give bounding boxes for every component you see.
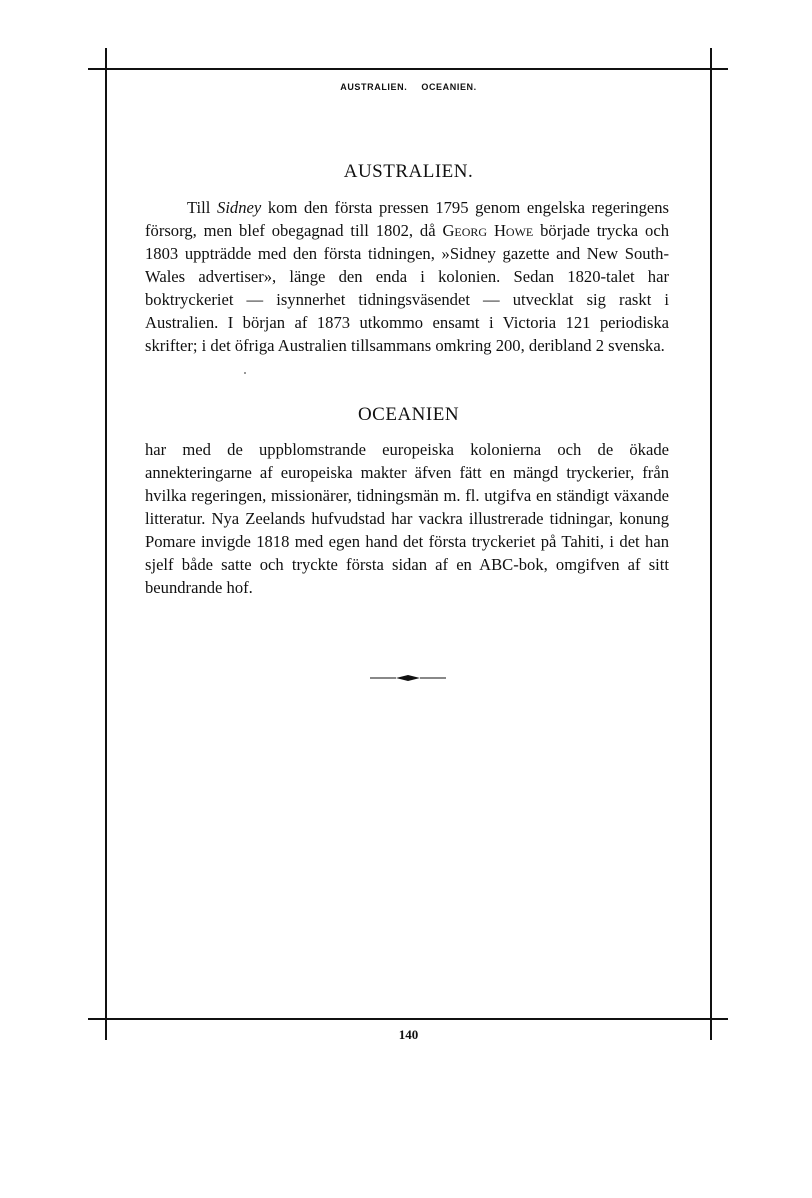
running-head-left: AUSTRALIEN.	[340, 82, 408, 92]
paragraph-oceanien: har med de uppblomstrande europeiska kolonierna och de ökade annekteringarne af europeiska makter äfven fätt en mängd tryckerier, från hvilka regeringen, missionärer, tidningsmän m. fl. utgifva en ständigt växande litteratur. Nya Zeelands hufvudstad har vackra illustrerade tidningar, konung Pomare invigde 1818 med egen hand det första tryckeriet på Tahiti, i det han sjelf både satte och tryckte första sidan af en ABC-bok, omgifven af sitt beundrande hof.	[145, 440, 669, 597]
running-head-right: OCEANIEN.	[421, 82, 477, 92]
top-frame-rule	[88, 68, 728, 70]
running-head	[105, 82, 712, 92]
bottom-frame-rule	[88, 1018, 728, 1020]
paragraph-australien-start: Till	[187, 198, 211, 217]
right-frame-rule	[710, 48, 712, 1040]
rule-diamond-ornament-icon	[370, 672, 446, 684]
section-title-australien: AUSTRALIEN.	[343, 161, 474, 182]
page-number: 140	[398, 1027, 419, 1042]
left-frame-rule	[105, 48, 107, 1040]
name-georg-howe: Georg Howe	[442, 221, 534, 240]
paragraph-australien-end: började trycka och 1803 uppträdde med den första tidningen, »Sidney gazette and New South-Wales advertiser», länge den enda i kolonien. Sedan 1820-talet har boktryckeriet — isynnerhet tidningsväsendet — utvecklat sig raskt i Australien. I början af 1873 utkommo ensamt i Victoria 121 periodiska skrifter; i det öfriga Australien tillsammans omkring 200, deribland 2 svenska.	[145, 221, 669, 355]
sidney-italic: Sidney	[217, 198, 262, 217]
paragraph-australien-mid: kom den första pressen 1795 genom engelska regeringens försorg, men blef obegagnad till 1802, då	[145, 198, 669, 240]
paragraph-australien	[145, 196, 669, 357]
stray-dot	[244, 372, 246, 374]
section-title-oceanien: OCEANIEN	[357, 404, 460, 425]
